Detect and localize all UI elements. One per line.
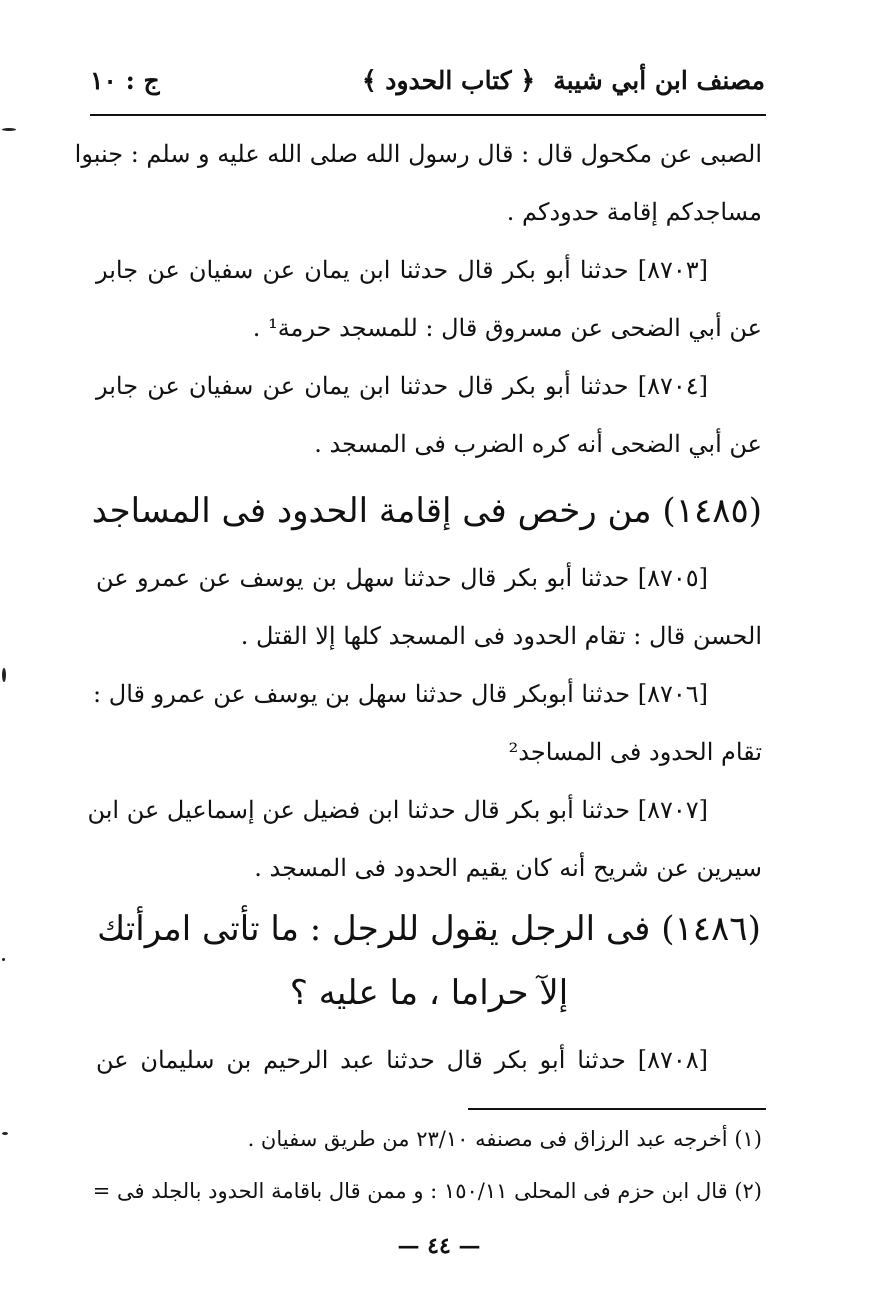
scan-margin-mark <box>2 668 6 682</box>
text-line: الصبى عن مكحول قال : قال رسول الله صلى الله عليه و سلم : جنبوا <box>74 140 762 168</box>
section-heading-1486-line1: (١٤٨٦) فى الرجل يقول للرجل : ما تأتى امرأتك <box>97 909 761 949</box>
footnote-1: (١) أخرجه عبد الرزاق فى مصنفه ٢٣/١٠ من طريق سفيان . <box>247 1127 762 1151</box>
text-line: عن أبي الضحى عن مسروق قال : للمسجد حرمة¹ . <box>252 314 762 342</box>
scan-margin-mark <box>2 1132 8 1135</box>
page-number: — ٤٤ — <box>397 1233 481 1259</box>
scan-margin-mark <box>2 958 5 961</box>
hadith-8705: [٨٧٠٥] حدثنا أبو بكر قال حدثنا سهل بن يوسف عن عمرو عن <box>96 564 708 592</box>
text-line: الحسن قال : تقام الحدود فى المسجد كلها إلا القتل . <box>240 622 762 650</box>
text-line: تقام الحدود فى المساجد² <box>508 738 762 766</box>
hadith-8706: [٨٧٠٦] حدثنا أبوبكر قال حدثنا سهل بن يوسف عن عمرو قال : <box>93 680 708 708</box>
scan-margin-mark <box>2 128 16 131</box>
hadith-8708: [٨٧٠٨] حدثنا أبو بكر قال حدثنا عبد الرحيم بن سليمان عن <box>96 1046 708 1074</box>
text-line: سيرين عن شريح أنه كان يقيم الحدود فى المسجد . <box>254 854 762 882</box>
section-heading-1486-line2: إلآ حراما ، ما عليه ؟ <box>289 973 569 1013</box>
book-title: مصنف ابن أبي شيبة <box>553 66 765 95</box>
header-rule <box>90 114 766 116</box>
hadith-8707: [٨٧٠٧] حدثنا أبو بكر قال حدثنا ابن فضيل عن إسماعيل عن ابن <box>87 796 708 824</box>
section-heading-1485: (١٤٨٥) من رخص فى إقامة الحدود فى المساجد <box>91 491 762 531</box>
text-line: عن أبي الضحى أنه كره الضرب فى المسجد . <box>314 430 762 458</box>
footnote-2: (٢) قال ابن حزم فى المحلى ١٥٠/١١ : و ممن قال باقامة الحدود بالجلد فى = <box>92 1179 762 1203</box>
chapter-title: ﴿ كتاب الحدود ﴾ <box>361 66 535 95</box>
volume-number: ج : ١٠ <box>90 66 160 95</box>
hadith-8703: [٨٧٠٣] حدثنا أبو بكر قال حدثنا ابن يمان عن سفيان عن جابر <box>96 256 708 284</box>
hadith-8704: [٨٧٠٤] حدثنا أبو بكر قال حدثنا ابن يمان عن سفيان عن جابر <box>96 372 708 400</box>
running-header <box>90 62 765 112</box>
text-line: مساجدكم إقامة حدودكم . <box>506 198 762 226</box>
footnote-rule <box>468 1108 766 1110</box>
